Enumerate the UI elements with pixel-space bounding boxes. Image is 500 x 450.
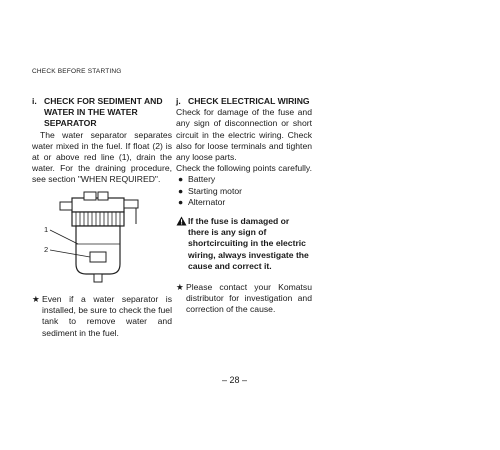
left-note-text: Even if a water separator is installed, be sure to check the fuel tank to remove water and sediment in the fuel. bbox=[42, 294, 172, 338]
right-note bbox=[176, 282, 312, 316]
bullet-text: Starting motor bbox=[188, 185, 242, 196]
warning-block bbox=[176, 216, 312, 272]
section-i-title bbox=[32, 96, 172, 130]
running-header: CHECK BEFORE STARTING bbox=[32, 68, 122, 75]
figure-label-1: 1 bbox=[44, 224, 49, 234]
bullet-text: Alternator bbox=[188, 196, 226, 207]
bullet-battery bbox=[176, 174, 312, 185]
warning-triangle-icon bbox=[176, 216, 188, 272]
page-number: – 28 – bbox=[222, 375, 248, 385]
figure-label-2: 2 bbox=[44, 244, 49, 254]
warning-text: If the fuse is damaged or there is any sign of shortcircuiting in the electric wiring, always investigate the cause and correct it. bbox=[188, 216, 309, 271]
bullet-icon: ● bbox=[178, 174, 184, 185]
bullet-icon: ● bbox=[178, 196, 184, 207]
section-i-heading: CHECK FOR SEDIMENT AND WATER IN THE WATER SEPARATOR bbox=[44, 96, 163, 129]
section-i-label: i. bbox=[32, 96, 37, 106]
water-separator-illustration bbox=[32, 190, 172, 300]
star-icon: ★ bbox=[176, 282, 184, 293]
check-intro: Check the following points carefully. bbox=[176, 163, 312, 174]
right-column bbox=[176, 96, 312, 316]
section-j-title bbox=[176, 96, 312, 107]
section-j-body: Check for damage of the fuse and any sign of disconnection or short circuit in the electric wiring. Check also for loose terminals and tighten any loose parts. bbox=[176, 107, 312, 163]
water-separator-figure bbox=[32, 190, 172, 300]
bullet-icon: ● bbox=[178, 185, 184, 196]
section-j-label: j. bbox=[176, 96, 181, 106]
right-note-text: Please contact your Komatsu distributor for investigation and correction of the cause. bbox=[186, 282, 312, 315]
bullet-starting-motor bbox=[176, 186, 312, 197]
left-note bbox=[32, 294, 172, 339]
section-j-heading: CHECK ELECTRICAL WIRING bbox=[188, 96, 310, 106]
left-column bbox=[32, 96, 172, 300]
bullet-text: Battery bbox=[188, 174, 216, 185]
star-icon: ★ bbox=[32, 294, 40, 304]
bullet-alternator bbox=[176, 197, 312, 208]
section-i-body: The water separator separates water mixed in the fuel. If float (2) is at or above red line (1), drain the water. For the draining procedure, see section "WHEN REQUIRED". bbox=[32, 129, 172, 185]
